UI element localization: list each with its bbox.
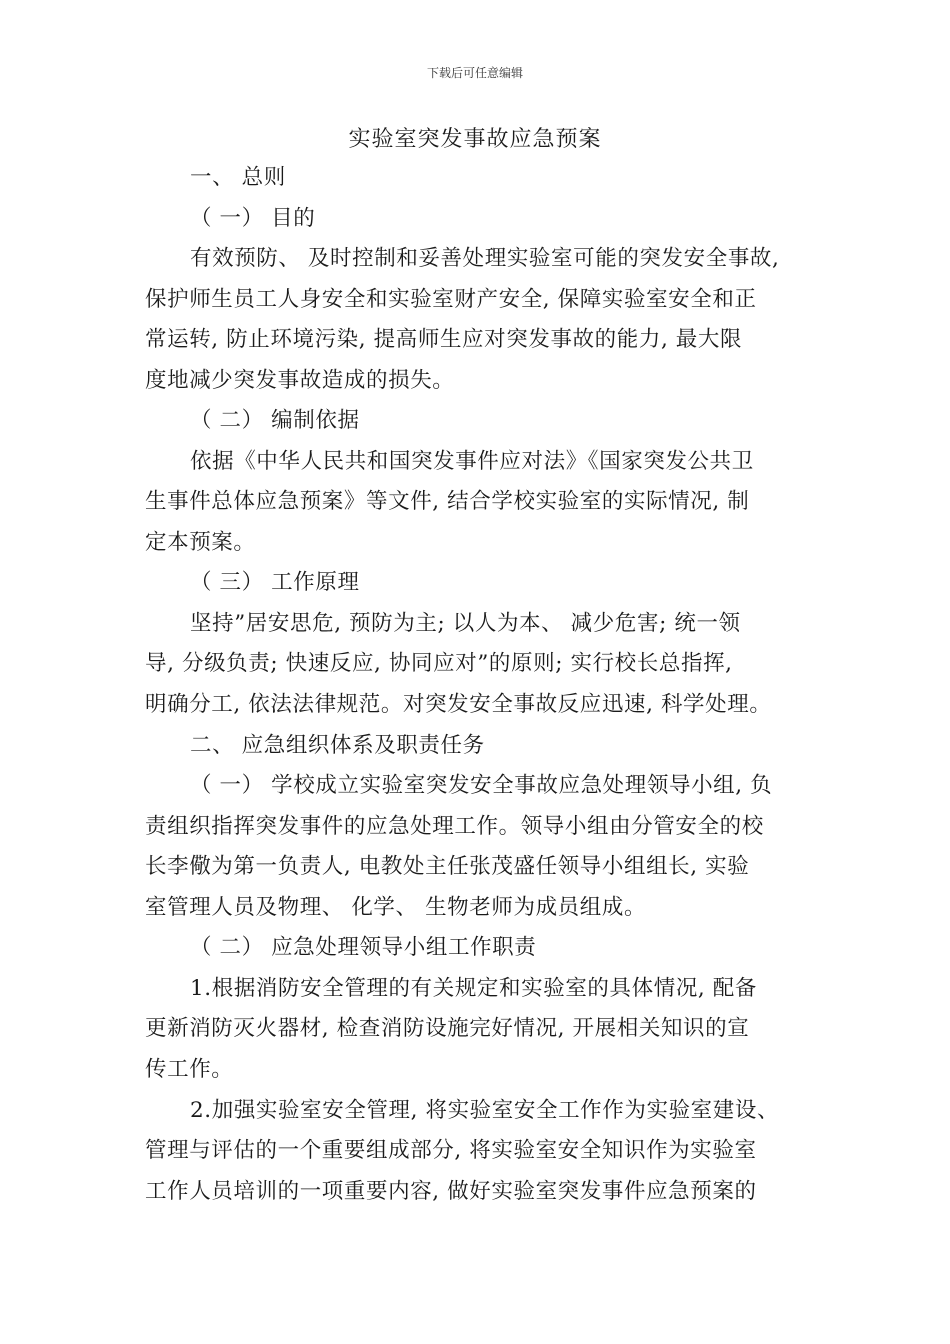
document-title: 实验室突发事故应急预案 <box>348 127 602 152</box>
paragraph-line: 管理与评估的一个重要组成部分, 将实验室安全知识作为实验室 <box>145 1138 757 1163</box>
paragraph-line: 保护师生员工人身安全和实验室财产安全, 保障实验室安全和正 <box>145 287 757 312</box>
paragraph-line: 责组织指挥突发事件的应急处理工作。领导小组由分管安全的校 <box>145 814 764 839</box>
page-header-note: 下载后可任意编辑 <box>426 66 523 80</box>
paragraph-line: 定本预案。 <box>145 530 256 555</box>
paragraph-line: 长李儆为第一负责人, 电教处主任张茂盛任领导小组组长, 实验 <box>145 854 750 879</box>
section-heading: 一、 总则 <box>190 165 286 190</box>
subsection-heading: （ 一） 目的 <box>190 206 316 231</box>
paragraph-line: 常运转, 防止环境污染, 提高师生应对突发事故的能力, 最大限 <box>145 327 743 352</box>
paragraph-line: 1.根据消防安全管理的有关规定和实验室的具体情况, 配备 <box>190 976 757 1001</box>
paragraph-line: 更新消防灭火器材, 检查消防设施完好情况, 开展相关知识的宣 <box>145 1016 750 1041</box>
paragraph-line: 明确分工, 依法法律规范。对突发安全事故反应迅速, 科学处理。 <box>145 692 772 717</box>
paragraph-line: 依据《中华人民共和国突发事件应对法》《国家突发公共卫 <box>190 449 754 474</box>
paragraph-line: 传工作。 <box>145 1057 234 1082</box>
subsection-heading: （ 二） 编制依据 <box>190 408 360 433</box>
paragraph-line: 有效预防、 及时控制和妥善处理实验室可能的突发安全事故, <box>190 246 780 271</box>
paragraph-line: 导, 分级负责; 快速反应, 协同应对”的原则; 实行校长总指挥, <box>145 651 733 676</box>
paragraph-line: 2.加强实验室安全管理, 将实验室安全工作作为实验室建设、 <box>190 1098 780 1123</box>
paragraph-line: 生事件总体应急预案》等文件, 结合学校实验室的实际情况, 制 <box>145 489 750 514</box>
section-heading: 二、 应急组织体系及职责任务 <box>190 733 485 758</box>
paragraph-line: （ 一） 学校成立实验室突发安全事故应急处理领导小组, 负 <box>190 773 773 798</box>
paragraph-line: 工作人员培训的一项重要内容, 做好实验室突发事件应急预案的 <box>145 1179 757 1204</box>
subsection-heading: （ 三） 工作原理 <box>190 570 360 595</box>
paragraph-line: 室管理人员及物理、 化学、 生物老师为成员组成。 <box>145 895 647 920</box>
paragraph-line: 坚持”居安思危, 预防为主; 以人为本、 减少危害; 统一领 <box>190 611 741 636</box>
paragraph-line: 度地减少突发事故造成的损失。 <box>145 368 455 393</box>
subsection-heading: （ 二） 应急处理领导小组工作职责 <box>190 935 537 960</box>
